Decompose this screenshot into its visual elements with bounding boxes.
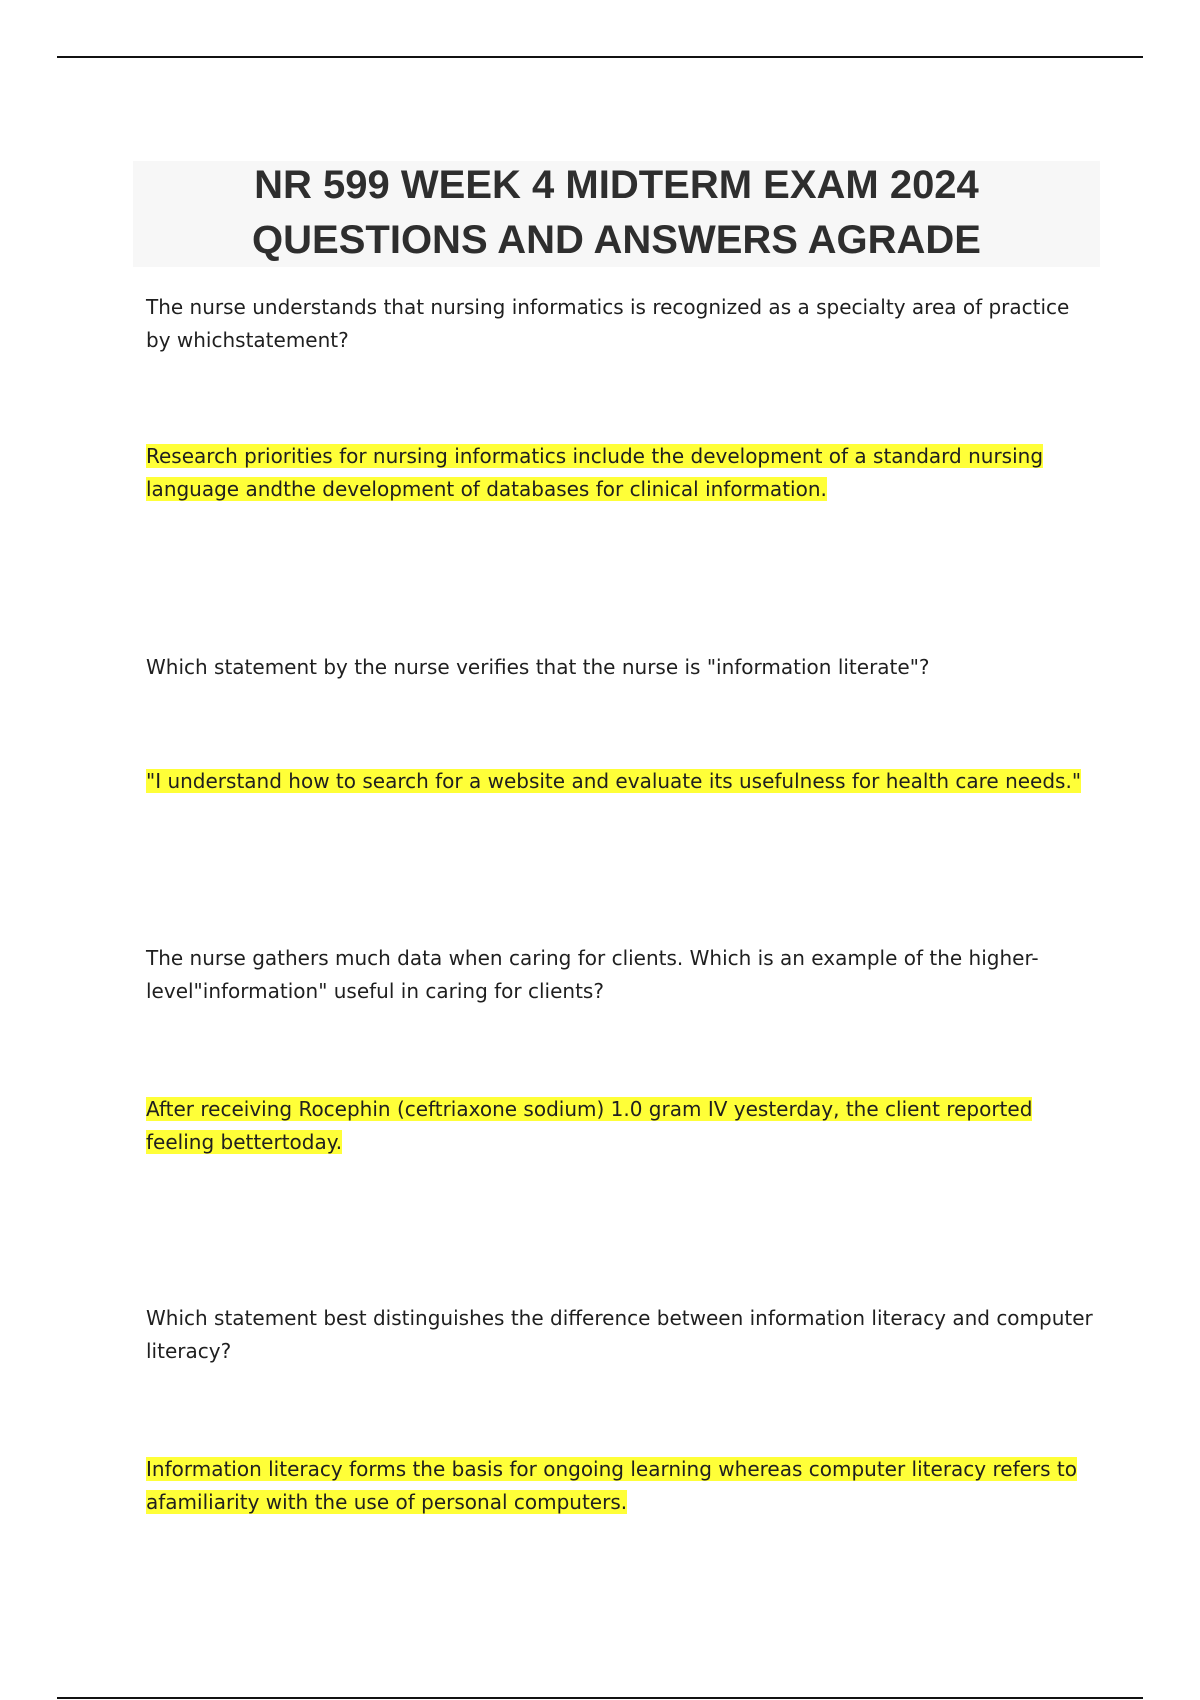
answer-2-highlight: "I understand how to search for a website and evaluate its usefulness for health care needs." (146, 769, 1082, 793)
answer-4-highlight: Information literacy forms the basis for ongoing learning whereas computer literacy refers to afamiliarity with the use of personal computers. (146, 1457, 1077, 1514)
answer-1-highlight: Research priorities for nursing informatics include the development of a standard nursing language andthe development of databases for clinical information. (146, 444, 1044, 501)
bottom-rule (57, 1697, 1143, 1699)
title-line-2: QUESTIONS AND ANSWERS AGRADE (252, 218, 981, 262)
title-line-1: NR 599 WEEK 4 MIDTERM EXAM 2024 (254, 163, 979, 207)
question-1: The nurse understands that nursing informatics is recognized as a specialty area of practice by whichstatement? (146, 295, 1070, 352)
document-title (133, 158, 1100, 268)
answer-3-highlight: After receiving Rocephin (ceftriaxone sodium) 1.0 gram IV yesterday, the client reported feeling bettertoday. (146, 1097, 1033, 1154)
answer-3 (146, 1093, 1096, 1159)
question-4: Which statement best distinguishes the difference between information literacy and computer literacy? (146, 1306, 1093, 1363)
answer-4 (146, 1453, 1096, 1519)
top-rule (57, 56, 1143, 58)
question-3: The nurse gathers much data when caring for clients. Which is an example of the higher-level"information" useful in caring for clients? (146, 946, 1039, 1003)
answer-1 (146, 440, 1096, 506)
answer-2 (146, 765, 1096, 798)
question-2: Which statement by the nurse verifies that the nurse is "information literate"? (146, 655, 930, 679)
